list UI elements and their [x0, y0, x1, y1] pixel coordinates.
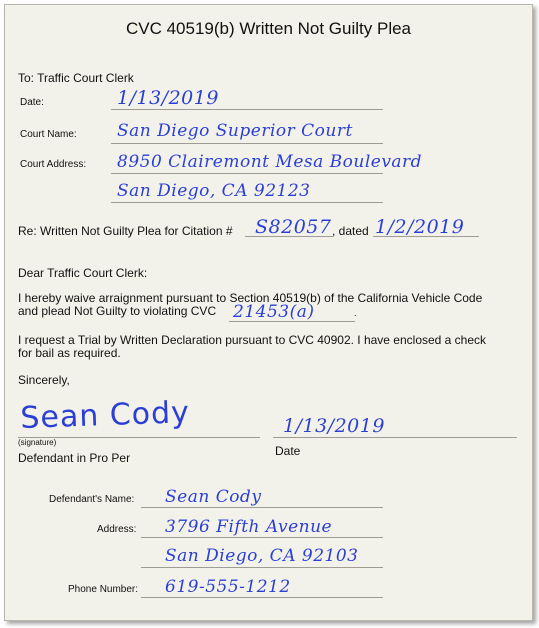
citation-rule	[245, 236, 333, 237]
defendant-name-value[interactable]: Sean Cody	[165, 487, 262, 507]
address-line1[interactable]: 3796 Fifth Avenue	[165, 517, 333, 537]
para1-line1: I hereby waive arraignment pursuant to Section 40519(b) of the California Vehicle Code	[18, 291, 483, 305]
defendant-name-rule	[141, 507, 383, 508]
defendant-role: Defendant in Pro Per	[18, 451, 131, 465]
signature-date-rule	[273, 437, 517, 438]
para2-line2: for bail as required.	[18, 346, 121, 360]
phone-value[interactable]: 619-555-1212	[165, 577, 291, 597]
citation-date-rule	[373, 236, 479, 237]
address-label: Address:	[97, 524, 137, 535]
signature-date[interactable]: 1/13/2019	[283, 415, 385, 437]
form-title: CVC 40519(b) Written Not Guilty Plea	[125, 19, 412, 38]
court-name-label: Court Name:	[20, 129, 77, 140]
re-label: Re: Written Not Guilty Plea for Citation #	[18, 224, 233, 238]
date-label: Date:	[20, 97, 44, 108]
para1-period: .	[354, 308, 357, 318]
court-address-rule-2	[111, 202, 383, 203]
phone-label: Phone Number:	[68, 584, 139, 595]
address-line2[interactable]: San Diego, CA 92103	[165, 546, 359, 566]
signature-date-label: Date	[275, 444, 301, 458]
plea-form	[4, 4, 533, 621]
citation-date[interactable]: 1/2/2019	[375, 216, 465, 238]
para2-line1: I request a Trial by Written Declaration pursuant to CVC 40902. I have enclosed a check	[18, 333, 487, 347]
signature-caption: (signature)	[18, 438, 57, 447]
cvc-section[interactable]: 21453(a)	[233, 302, 315, 322]
cvc-section-rule	[229, 321, 355, 322]
signature[interactable]: Sean Cody	[19, 395, 191, 436]
date-value[interactable]: 1/13/2019	[117, 87, 219, 109]
to-line: To: Traffic Court Clerk	[18, 71, 134, 85]
court-address-line1[interactable]: 8950 Clairemont Mesa Boulevard	[117, 152, 423, 172]
date-rule	[111, 109, 383, 110]
citation-number[interactable]: S82057	[255, 216, 332, 238]
defendant-name-label: Defendant's Name:	[49, 494, 135, 505]
court-address-label: Court Address:	[20, 159, 87, 170]
court-name-rule	[111, 143, 383, 144]
court-name-value[interactable]: San Diego Superior Court	[117, 121, 353, 141]
re-dated-label: , dated	[332, 224, 369, 238]
phone-rule	[141, 597, 383, 598]
para1-line2: and plead Not Guilty to violating CVC	[18, 304, 217, 318]
closing: Sincerely,	[18, 373, 70, 387]
court-address-rule-1	[111, 173, 383, 174]
court-address-line2[interactable]: San Diego, CA 92123	[117, 181, 311, 201]
salutation: Dear Traffic Court Clerk:	[18, 266, 148, 280]
address-rule-2	[141, 567, 383, 568]
address-rule-1	[141, 537, 383, 538]
